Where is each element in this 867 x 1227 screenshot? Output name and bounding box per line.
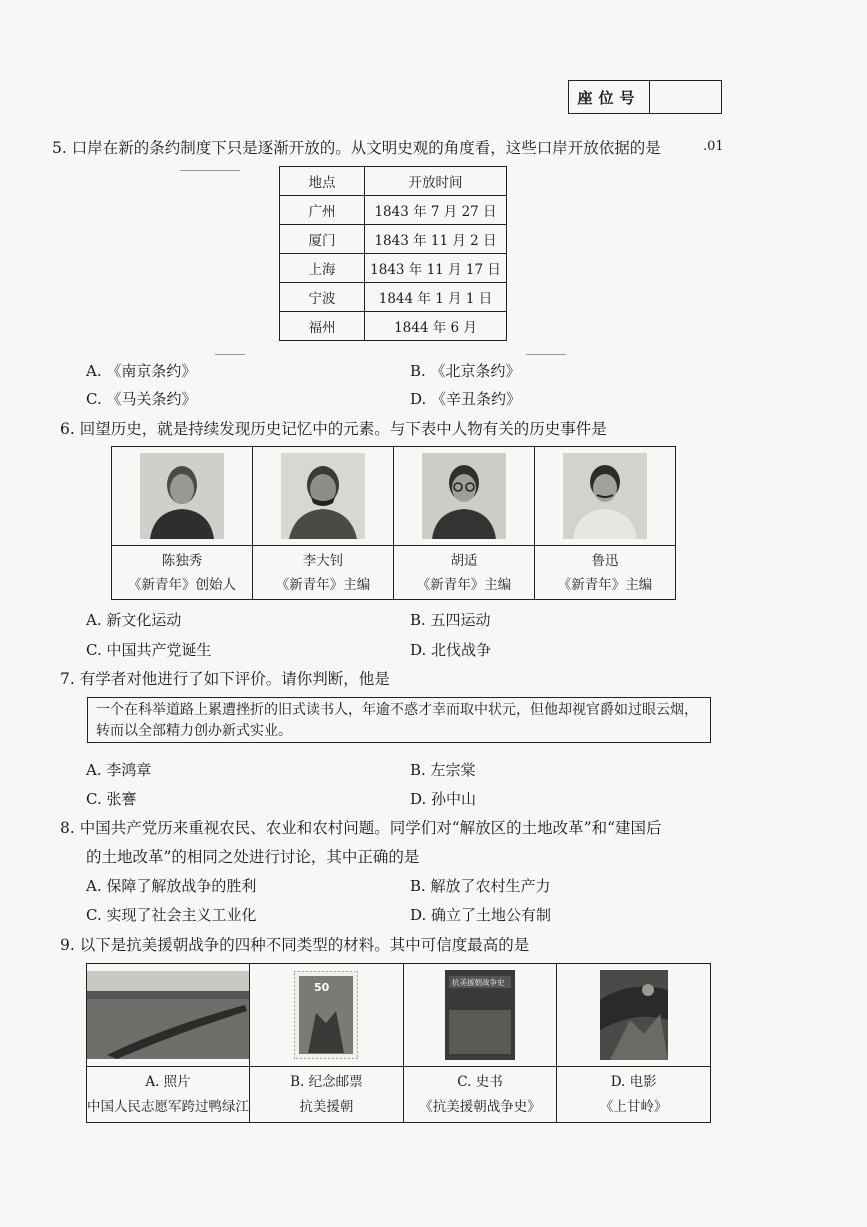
q8-stem-line2: 的土地改革”的相同之处进行讨论，其中正确的是	[86, 848, 420, 866]
portrait-image	[563, 453, 647, 539]
material-cell	[250, 964, 404, 1122]
q6-option-c[interactable]: C. 中国共产党诞生	[86, 641, 212, 659]
person-name: 李大钊	[302, 552, 344, 569]
q8-option-c[interactable]: C. 实现了社会主义工业化	[86, 906, 257, 924]
person-name: 鲁迅	[591, 552, 619, 569]
q8-option-a[interactable]: A. 保障了解放战争的胜利	[86, 877, 257, 895]
portrait-photo	[112, 447, 252, 546]
table-row	[280, 312, 507, 341]
material-type: D. 电影	[610, 1073, 657, 1090]
q7-option-d[interactable]: D. 孙中山	[410, 790, 477, 808]
q6-option-d[interactable]: D. 北伐战争	[410, 641, 492, 659]
table-row	[280, 196, 507, 225]
material-cell	[557, 964, 710, 1122]
person-cell	[535, 447, 675, 599]
cell-time: 1843 年 7 月 27 日	[365, 196, 507, 225]
q6-stem: 6. 回望历史，就是持续发现历史记忆中的元素。与下表中人物有关的历史事件是	[60, 420, 607, 438]
cell-place: 福州	[280, 312, 365, 341]
material-title: 《上甘岭》	[599, 1098, 668, 1115]
material-photo	[557, 964, 710, 1067]
person-role: 《新青年》主编	[416, 576, 512, 593]
person-cell	[394, 447, 535, 599]
table-row	[280, 254, 507, 283]
cell-time: 1843 年 11 月 17 日	[365, 254, 507, 283]
port-opening-table	[279, 166, 507, 341]
cell-time: 1843 年 11 月 2 日	[365, 225, 507, 254]
river-crossing-photo	[87, 971, 249, 1059]
material-title: 抗美援朝	[299, 1098, 354, 1115]
people-table	[111, 446, 676, 600]
table-row	[280, 225, 507, 254]
q7-quote-box	[87, 697, 711, 743]
person-role: 《新青年》创始人	[128, 576, 236, 593]
q8-option-b[interactable]: B. 解放了农村生产力	[410, 877, 551, 895]
q5-option-d[interactable]: D. 《辛丑条约》	[410, 390, 522, 408]
seat-number-box	[568, 80, 722, 114]
portrait-photo	[394, 447, 534, 546]
scan-artifact	[215, 354, 245, 355]
person-cell	[253, 447, 394, 599]
cell-place: 上海	[280, 254, 365, 283]
seat-number-field[interactable]	[650, 81, 721, 113]
stamp-image	[294, 971, 358, 1059]
table-row	[280, 283, 507, 312]
cell-time: 1844 年 1 月 1 日	[365, 283, 507, 312]
q7-option-b[interactable]: B. 左宗棠	[410, 761, 476, 779]
material-photo	[404, 964, 557, 1067]
material-cell	[404, 964, 558, 1122]
cell-place: 广州	[280, 196, 365, 225]
scan-artifact	[180, 170, 240, 171]
q7-option-c[interactable]: C. 张謇	[86, 790, 137, 808]
scan-artifact	[526, 354, 566, 355]
person-name: 胡适	[450, 552, 478, 569]
history-book-image	[445, 970, 515, 1060]
person-cell	[112, 447, 253, 599]
cell-place: 宁波	[280, 283, 365, 312]
material-type: C. 史书	[457, 1073, 503, 1090]
person-role: 《新青年》主编	[275, 576, 371, 593]
q9-stem: 9. 以下是抗美援朝战争的四种不同类型的材料。其中可信度最高的是	[60, 936, 530, 954]
q6-option-b[interactable]: B. 五四运动	[410, 611, 491, 629]
seat-number-label: 座位号	[569, 81, 650, 113]
q6-option-a[interactable]: A. 新文化运动	[86, 611, 182, 629]
q5-option-b[interactable]: B. 《北京条约》	[410, 362, 521, 380]
header-place: 地点	[280, 167, 365, 196]
cell-place: 厦门	[280, 225, 365, 254]
q5-stray-mark: .01	[703, 139, 724, 154]
cell-time: 1844 年 6 月	[365, 312, 507, 341]
q5-stem: 5. 口岸在新的条约制度下只是逐渐开放的。从文明史观的角度看，这些口岸开放依据的是	[52, 139, 661, 157]
portrait-photo	[253, 447, 393, 546]
header-time: 开放时间	[365, 167, 507, 196]
q7-option-a[interactable]: A. 李鸿章	[86, 761, 152, 779]
table-header-row	[280, 167, 507, 196]
material-type: B. 纪念邮票	[290, 1073, 363, 1090]
person-role: 《新青年》主编	[557, 576, 653, 593]
q5-option-a[interactable]: A. 《南京条约》	[86, 362, 197, 380]
materials-table	[86, 963, 711, 1123]
portrait-photo	[535, 447, 675, 546]
material-title: 《抗美援朝战争史》	[419, 1098, 541, 1115]
stamp-text: 50	[314, 981, 330, 994]
q7-stem: 7. 有学者对他进行了如下评价。请你判断，他是	[60, 670, 390, 688]
q8-option-d[interactable]: D. 确立了土地公有制	[410, 906, 552, 924]
q8-stem-line1: 8. 中国共产党历来重视农民、农业和农村问题。同学们对“解放区的土地改革”和“建国后	[60, 819, 662, 837]
book-title-text: 抗美援朝战争史	[452, 978, 505, 987]
movie-poster-image	[600, 970, 668, 1060]
quote-line: 一个在科举道路上累遭挫折的旧式读书人，年逾不惑才幸而取中状元，但他却视官爵如过眼云烟，	[96, 702, 698, 718]
quote-line: 转而以全部精力创办新式实业。	[96, 723, 292, 739]
material-type: A. 照片	[145, 1073, 191, 1090]
portrait-image	[422, 453, 506, 539]
material-title: 中国人民志愿军跨过鸭绿江	[87, 1098, 249, 1115]
material-photo	[87, 964, 249, 1067]
material-cell	[87, 964, 250, 1122]
q5-option-c[interactable]: C. 《马关条约》	[86, 390, 197, 408]
person-name: 陈独秀	[161, 552, 203, 569]
portrait-image	[140, 453, 224, 539]
portrait-image	[281, 453, 365, 539]
material-photo	[250, 964, 403, 1067]
